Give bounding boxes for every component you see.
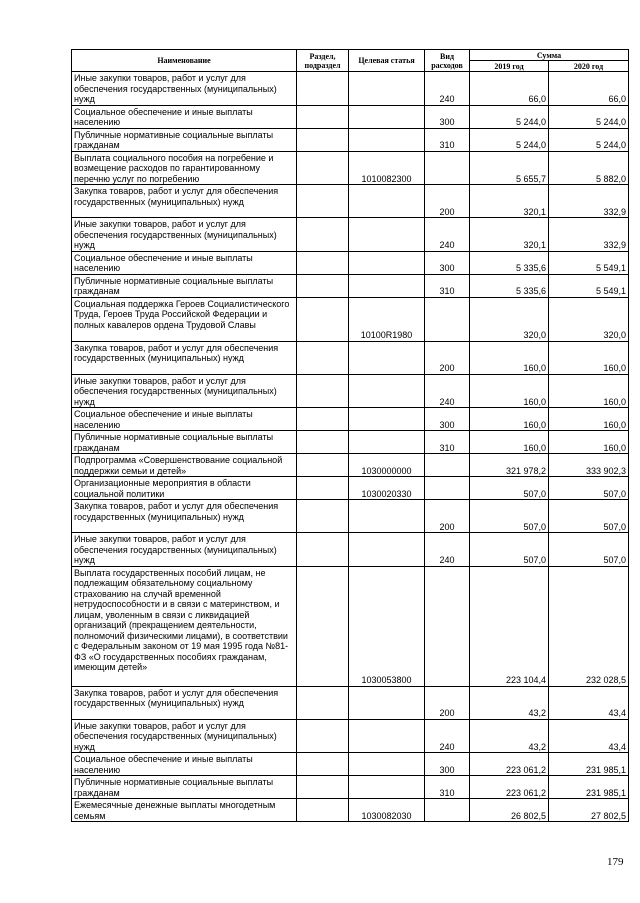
row-expense-type-cell [425, 151, 470, 185]
row-section-cell [297, 151, 349, 185]
row-name-cell: Подпрограмма «Совершенствование социальной поддержки семьи и детей» [72, 454, 297, 477]
row-sum-2020-cell: 320,0 [549, 297, 629, 341]
row-sum-2020-cell: 5 549,1 [549, 251, 629, 274]
row-section-cell [297, 686, 349, 719]
row-expense-type-cell [425, 799, 470, 822]
row-sum-2019-cell: 5 244,0 [470, 105, 549, 128]
row-name-cell: Иные закупки товаров, работ и услуг для обеспечения государственных (муниципальных) нужд [72, 374, 297, 408]
row-name-cell: Иные закупки товаров, работ и услуг для обеспечения государственных (муниципальных) нужд [72, 533, 297, 567]
row-expense-type-cell: 300 [425, 251, 470, 274]
row-target-cell: 1030020330 [349, 477, 425, 500]
row-name-cell: Закупка товаров, работ и услуг для обеспечения государственных (муниципальных) нужд [72, 341, 297, 374]
row-target-cell [349, 719, 425, 753]
row-section-cell [297, 776, 349, 799]
row-expense-type-cell: 310 [425, 431, 470, 454]
row-section-cell [297, 185, 349, 218]
table-row [72, 274, 629, 297]
row-expense-type-cell: 200 [425, 686, 470, 719]
row-name-cell: Закупка товаров, работ и услуг для обеспечения государственных (муниципальных) нужд [72, 686, 297, 719]
row-sum-2019-cell: 5 655,7 [470, 151, 549, 185]
table-row [72, 218, 629, 252]
row-target-cell [349, 500, 425, 533]
row-name-cell: Публичные нормативные социальные выплаты гражданам [72, 431, 297, 454]
table-row [72, 431, 629, 454]
row-sum-2019-cell: 160,0 [470, 431, 549, 454]
header-year-2019: 2019 год [470, 61, 549, 72]
table-row [72, 686, 629, 719]
row-expense-type-cell: 240 [425, 719, 470, 753]
row-target-cell [349, 251, 425, 274]
row-expense-type-cell: 300 [425, 408, 470, 431]
table-row [72, 105, 629, 128]
row-target-cell: 1030000000 [349, 454, 425, 477]
table-row [72, 719, 629, 753]
row-sum-2019-cell: 223 061,2 [470, 753, 549, 776]
row-expense-type-cell: 310 [425, 776, 470, 799]
row-sum-2019-cell: 223 061,2 [470, 776, 549, 799]
row-sum-2019-cell: 66,0 [470, 72, 549, 106]
row-sum-2019-cell: 5 335,6 [470, 251, 549, 274]
row-sum-2019-cell: 43,2 [470, 719, 549, 753]
row-sum-2020-cell: 43,4 [549, 719, 629, 753]
row-expense-type-cell: 310 [425, 128, 470, 151]
row-sum-2019-cell: 5 335,6 [470, 274, 549, 297]
row-name-cell: Социальное обеспечение и иные выплаты населению [72, 408, 297, 431]
row-name-cell: Социальное обеспечение и иные выплаты населению [72, 251, 297, 274]
row-sum-2020-cell: 332,9 [549, 185, 629, 218]
row-sum-2019-cell: 160,0 [470, 408, 549, 431]
table-row [72, 500, 629, 533]
row-section-cell [297, 799, 349, 822]
row-sum-2020-cell: 332,9 [549, 218, 629, 252]
row-sum-2020-cell: 231 985,1 [549, 776, 629, 799]
row-target-cell [349, 128, 425, 151]
row-sum-2019-cell: 160,0 [470, 341, 549, 374]
row-sum-2020-cell: 5 882,0 [549, 151, 629, 185]
row-name-cell: Социальное обеспечение и иные выплаты населению [72, 753, 297, 776]
header-target: Целевая статья [349, 50, 425, 72]
row-target-cell: 1010082300 [349, 151, 425, 185]
row-target-cell [349, 218, 425, 252]
table-row [72, 151, 629, 185]
row-section-cell [297, 128, 349, 151]
row-name-cell: Ежемесячные денежные выплаты многодетным семьям [72, 799, 297, 822]
row-sum-2020-cell: 5 244,0 [549, 128, 629, 151]
table-header [72, 50, 629, 72]
row-expense-type-cell: 240 [425, 374, 470, 408]
row-target-cell: 10100R1980 [349, 297, 425, 341]
row-expense-type-cell [425, 454, 470, 477]
row-section-cell [297, 341, 349, 374]
row-target-cell [349, 753, 425, 776]
row-name-cell: Иные закупки товаров, работ и услуг для обеспечения государственных (муниципальных) нужд [72, 218, 297, 252]
table-row [72, 297, 629, 341]
row-name-cell: Публичные нормативные социальные выплаты гражданам [72, 274, 297, 297]
row-name-cell: Закупка товаров, работ и услуг для обеспечения государственных (муниципальных) нужд [72, 185, 297, 218]
table-row [72, 72, 629, 106]
row-sum-2019-cell: 321 978,2 [470, 454, 549, 477]
row-name-cell: Иные закупки товаров, работ и услуг для обеспечения государственных (муниципальных) нужд [72, 719, 297, 753]
row-section-cell [297, 719, 349, 753]
table-body [72, 72, 629, 822]
row-section-cell [297, 218, 349, 252]
row-sum-2020-cell: 160,0 [549, 341, 629, 374]
row-name-cell: Публичные нормативные социальные выплаты гражданам [72, 776, 297, 799]
row-name-cell: Социальное обеспечение и иные выплаты населению [72, 105, 297, 128]
row-sum-2020-cell: 5 244,0 [549, 105, 629, 128]
row-sum-2020-cell: 231 985,1 [549, 753, 629, 776]
header-section: Раздел, подраздел [297, 50, 349, 72]
row-sum-2019-cell: 223 104,4 [470, 566, 549, 686]
row-sum-2020-cell: 507,0 [549, 533, 629, 567]
row-target-cell: 1030053800 [349, 566, 425, 686]
row-sum-2019-cell: 320,0 [470, 297, 549, 341]
header-year-2020: 2020 год [549, 61, 629, 72]
row-target-cell [349, 431, 425, 454]
budget-table [71, 49, 629, 822]
row-section-cell [297, 533, 349, 567]
row-target-cell [349, 105, 425, 128]
row-expense-type-cell: 200 [425, 341, 470, 374]
row-name-cell: Социальная поддержка Героев Социалистического Труда, Героев Труда Российской Федерации и полных кавалеров ордена Трудовой Славы [72, 297, 297, 341]
row-sum-2019-cell: 26 802,5 [470, 799, 549, 822]
row-expense-type-cell: 240 [425, 72, 470, 106]
row-target-cell [349, 776, 425, 799]
row-section-cell [297, 251, 349, 274]
row-sum-2019-cell: 160,0 [470, 374, 549, 408]
table-row [72, 566, 629, 686]
row-expense-type-cell: 200 [425, 185, 470, 218]
header-name: Наименование [72, 50, 297, 72]
row-name-cell: Иные закупки товаров, работ и услуг для обеспечения государственных (муниципальных) нужд [72, 72, 297, 106]
row-name-cell: Организационные мероприятия в области социальной политики [72, 477, 297, 500]
row-sum-2020-cell: 160,0 [549, 408, 629, 431]
row-sum-2019-cell: 43,2 [470, 686, 549, 719]
row-target-cell [349, 72, 425, 106]
table-row [72, 533, 629, 567]
header-expense-type: Вид расходов [425, 50, 470, 72]
row-expense-type-cell: 200 [425, 500, 470, 533]
table-row [72, 341, 629, 374]
row-section-cell [297, 72, 349, 106]
row-target-cell [349, 341, 425, 374]
row-expense-type-cell [425, 477, 470, 500]
row-sum-2020-cell: 507,0 [549, 500, 629, 533]
row-sum-2019-cell: 507,0 [470, 533, 549, 567]
row-sum-2020-cell: 507,0 [549, 477, 629, 500]
row-name-cell: Выплата государственных пособий лицам, не подлежащим обязательному социальному страхованию на случай временной нетрудоспособности и в связи с материнством, и лицам, уволенным в связи с ликвидацией организаций (прекращением деятельности, полномочий физическими лицами), в соответствии с Федеральным законом от 19 мая 1995 года №81-ФЗ «О государственных пособиях гражданам, имеющим детей» [72, 566, 297, 686]
row-section-cell [297, 105, 349, 128]
row-section-cell [297, 753, 349, 776]
row-section-cell [297, 454, 349, 477]
table-row [72, 251, 629, 274]
row-sum-2019-cell: 320,1 [470, 185, 549, 218]
row-target-cell [349, 533, 425, 567]
row-target-cell [349, 686, 425, 719]
row-name-cell: Публичные нормативные социальные выплаты гражданам [72, 128, 297, 151]
table-row [72, 776, 629, 799]
row-expense-type-cell: 300 [425, 753, 470, 776]
row-expense-type-cell: 300 [425, 105, 470, 128]
row-section-cell [297, 297, 349, 341]
row-section-cell [297, 477, 349, 500]
row-sum-2019-cell: 5 244,0 [470, 128, 549, 151]
page-number: 179 [607, 856, 624, 868]
table-row [72, 185, 629, 218]
row-sum-2020-cell: 160,0 [549, 431, 629, 454]
row-expense-type-cell [425, 297, 470, 341]
row-sum-2020-cell: 5 549,1 [549, 274, 629, 297]
row-section-cell [297, 431, 349, 454]
header-sum: Сумма [470, 50, 629, 61]
row-target-cell [349, 408, 425, 431]
table-row [72, 477, 629, 500]
table-row [72, 374, 629, 408]
row-sum-2020-cell: 333 902,3 [549, 454, 629, 477]
table-row [72, 799, 629, 822]
row-target-cell [349, 274, 425, 297]
table-row [72, 454, 629, 477]
row-expense-type-cell [425, 566, 470, 686]
row-sum-2020-cell: 27 802,5 [549, 799, 629, 822]
row-target-cell [349, 374, 425, 408]
row-sum-2020-cell: 232 028,5 [549, 566, 629, 686]
row-sum-2020-cell: 66,0 [549, 72, 629, 106]
row-section-cell [297, 500, 349, 533]
table-row [72, 753, 629, 776]
row-sum-2019-cell: 507,0 [470, 500, 549, 533]
row-sum-2019-cell: 320,1 [470, 218, 549, 252]
row-section-cell [297, 566, 349, 686]
row-sum-2020-cell: 160,0 [549, 374, 629, 408]
row-name-cell: Закупка товаров, работ и услуг для обеспечения государственных (муниципальных) нужд [72, 500, 297, 533]
row-sum-2019-cell: 507,0 [470, 477, 549, 500]
row-expense-type-cell: 310 [425, 274, 470, 297]
row-section-cell [297, 408, 349, 431]
row-name-cell: Выплата социального пособия на погребение и возмещение расходов по гарантированному перечню услуг по погребению [72, 151, 297, 185]
row-sum-2020-cell: 43,4 [549, 686, 629, 719]
row-expense-type-cell: 240 [425, 218, 470, 252]
row-section-cell [297, 274, 349, 297]
table-row [72, 128, 629, 151]
row-section-cell [297, 374, 349, 408]
row-target-cell [349, 185, 425, 218]
row-target-cell: 1030082030 [349, 799, 425, 822]
table-row [72, 408, 629, 431]
row-expense-type-cell: 240 [425, 533, 470, 567]
